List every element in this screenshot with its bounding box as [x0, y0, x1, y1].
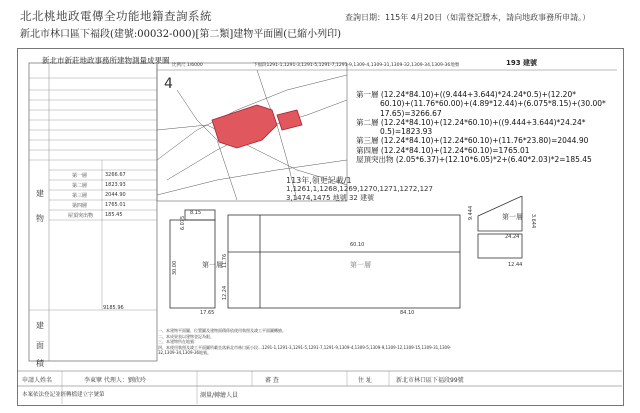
- dim-label: 60.10: [350, 242, 365, 248]
- applicant-name: 李東擘 代理人：劉欣玲: [84, 377, 146, 384]
- label-area: 面: [36, 341, 44, 350]
- note-line: 三、本建物所在地號：: [158, 339, 198, 344]
- review-label: 審 查: [265, 377, 279, 384]
- survey-staff-label: 測量/轉繪人員: [200, 392, 239, 399]
- document-title: 新北市新莊地政事務所建物測量成果圖: [42, 56, 170, 65]
- plan-label-left: 第一層: [202, 261, 223, 269]
- parcel-line: 下福段1291-1,1291-3,1291-5,1291-7,1291-9,1309-4,1309-31,1309-32,1309-34,1309-36地號: [253, 63, 460, 68]
- calc-line: 第三層 (12.24*84.10)+(12.24*60.10)+(11.76*23.80)=2044.90: [356, 136, 589, 146]
- address-label: 住 址: [358, 377, 372, 384]
- applicant-label: 申請人姓名: [22, 377, 53, 384]
- calc-line: 17.65)=3266.67: [380, 108, 442, 118]
- dim-label: 8.15: [190, 210, 202, 216]
- dim-label: 84.10: [400, 310, 415, 316]
- floor-area-3: 2044.90: [105, 192, 126, 198]
- calc-line: 屋頂突出物 (2.05*6.37)+(12.10*6.05)*2+(6.40*2.03)*2=185.45: [356, 155, 592, 165]
- map-scale: 比例尺 1/6000: [172, 63, 203, 68]
- query-date: 查詢日期：115年 4月20日（如需登記謄本，請向地政事務所申請。）: [345, 13, 591, 22]
- dim-label: 3.644: [530, 213, 537, 229]
- plan-label-center: 第一層: [350, 261, 371, 269]
- floor-label-roof: 屋頂突出物: [68, 213, 94, 219]
- label-building-3: 建: [36, 321, 44, 330]
- area-calculation: [356, 90, 626, 164]
- floor-label-2: 第二層: [72, 183, 88, 189]
- floor-area-roof: 185.45: [105, 212, 123, 218]
- note-line: 二、本成果表以建物登記為限。: [158, 333, 214, 339]
- plan-label-right: 第一層: [502, 213, 523, 221]
- floor-label-4: 第四層: [72, 203, 88, 209]
- floor-label-1: 第一層: [72, 173, 88, 179]
- calc-line: 第四層 (12.24*84.10)+(12.24*60.10)=1765.01: [356, 145, 530, 155]
- label-building-2: 物: [36, 214, 44, 223]
- dim-label: 11.76: [222, 253, 229, 269]
- calc-line: 第一層 (12.24*84.10)+((9.444+3.644)*24.24*0.5)+(12.20*: [356, 90, 576, 99]
- floor-plan-right: [470, 196, 530, 266]
- north-arrow-icon: 4: [164, 76, 173, 92]
- calc-line: 60.10)+(11.76*60.00)+(4.89*12.44)+(6.075*8.15)+(30.00*: [380, 99, 606, 109]
- floor-area-2: 1823.93: [105, 182, 126, 188]
- dim-label: 6.075: [180, 215, 187, 231]
- dim-label: 9.444: [468, 205, 475, 221]
- note-line: 四、本使用執照及竣工平面圖所載坐落新北市林口區小段…1291-1,1291-3,1291-5,1291-7,1291-9,1309-4,1309-5,1309-9,1309-12,1309-15,1309-31,1309-32,1309-34,1309-36地號。: [158, 344, 452, 355]
- calc-line: 第二層 (12.24*84.10)+(12.24*60.10)+((9.444+3.644)*24.24*: [356, 117, 586, 127]
- floor-area-1: 3266.67: [105, 172, 126, 178]
- overlay-line: 3,1474,1475 地號 32 建號: [286, 194, 375, 202]
- dim-label: 30.00: [172, 260, 179, 276]
- dim-label: 12.44: [508, 262, 523, 268]
- floor-area-4: 1765.01: [105, 202, 126, 208]
- building-footprint: [212, 105, 277, 148]
- building-footprint-annex: [277, 110, 302, 130]
- annotation-overlay: [286, 176, 466, 203]
- calc-line: 0.5)=1823.93: [380, 127, 433, 137]
- address-value: 新北市林口區下福段99號: [396, 377, 464, 384]
- total-area: 9185.96: [103, 305, 124, 311]
- dim-label: 17.65: [200, 310, 215, 316]
- notes: [158, 328, 458, 356]
- floor-label-3: 第三層: [72, 193, 88, 199]
- note-line: 一、本建物平面圖、位置圖及建物面積係依使用執照及竣工平面圖轉繪。: [158, 328, 286, 333]
- app-title: 北北桃地政電傳全功能地籍查詢系統: [20, 9, 212, 23]
- document-subtitle: 新北市林口區下福段(建號:00032-000)[第二類]建物平面圖(已縮小列印): [20, 29, 342, 40]
- overlay-line: 113年,領更記載/1: [286, 176, 352, 185]
- dim-label: 24.24: [505, 234, 520, 240]
- label-area-2: 積: [36, 359, 44, 368]
- label-building: 建: [36, 189, 44, 198]
- remark: 本案依法登記並經轉檔建立字號第: [22, 392, 105, 398]
- building-number: 193 建號: [506, 59, 538, 67]
- dim-label: 12.24: [222, 285, 229, 301]
- overlay-line: 1,1261,1,1268,1269,1270,1271,1272,127: [286, 185, 433, 193]
